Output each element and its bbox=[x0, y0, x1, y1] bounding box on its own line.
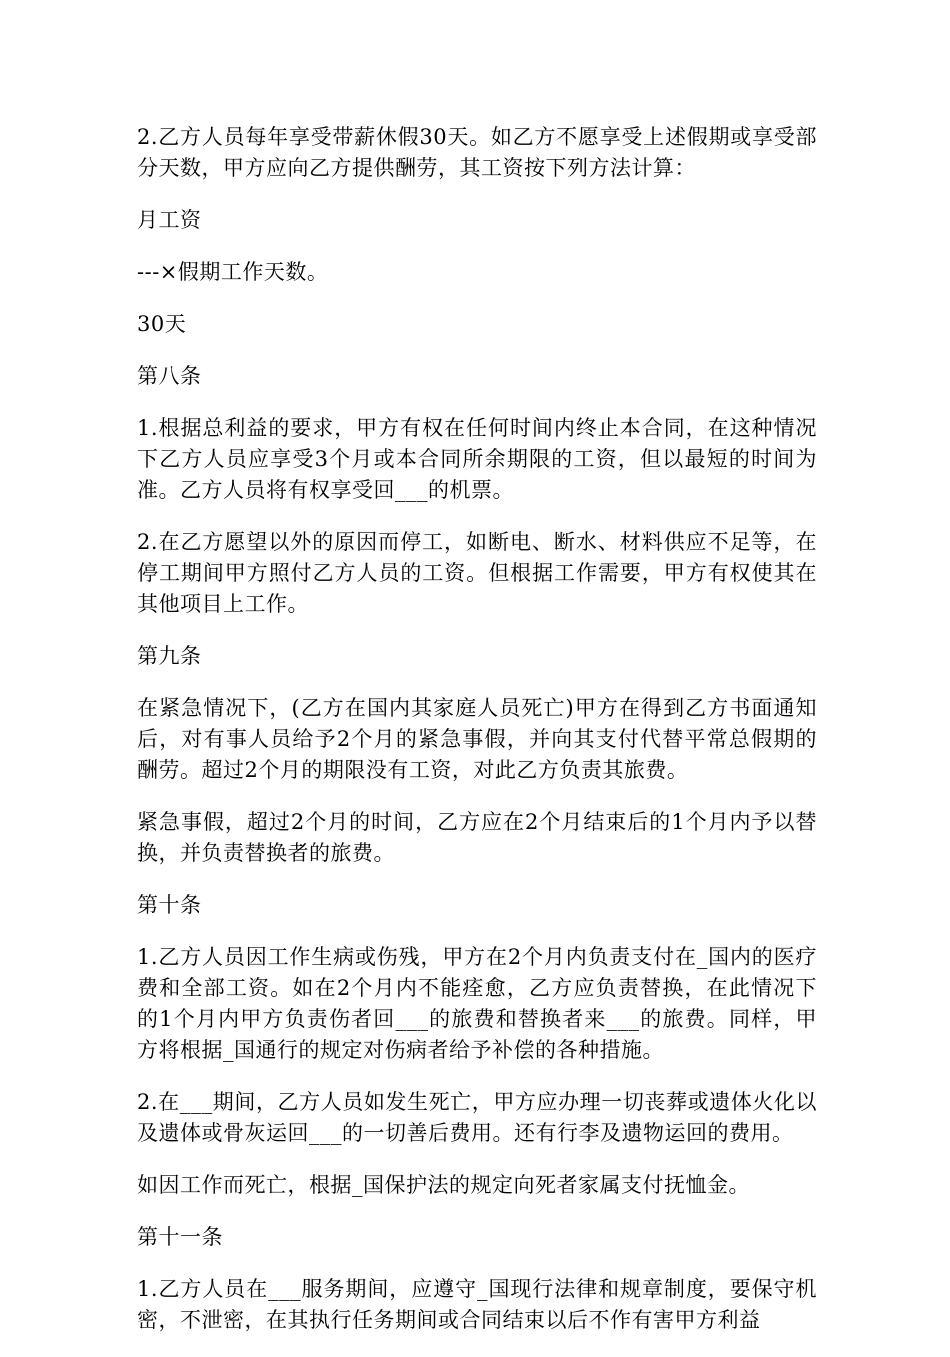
paragraph: ---×假期工作天数。 bbox=[137, 260, 329, 284]
paragraph: 2.乙方人员每年享受带薪休假30天。如乙方不愿享受上述假期或享受部分天数，甲方应向乙方提供酬劳，其工资按下列方法计算： bbox=[137, 125, 817, 180]
paragraph: 1.根据总利益的要求，甲方有权在任何时间内终止本合同，在这种情况下乙方人员应享受3个月或本合同所余期限的工资，但以最短的时间为准。乙方人员将有权享受回___的机票。 bbox=[137, 416, 817, 502]
paragraph: 1.乙方人员在___服务期间，应遵守_国现行法律和规章制度，要保守机密，不泄密，在其执行任务期间或合同结束以后不作有害甲方利益 bbox=[137, 1277, 817, 1332]
paragraph: 2.在乙方愿望以外的原因而停工，如断电、断水、材料供应不足等，在停工期间甲方照付乙方人员的工资。但根据工作需要，甲方有权使其在其他项目上工作。 bbox=[137, 530, 817, 616]
paragraph: 30天 bbox=[137, 312, 187, 336]
paragraph: 在紧急情况下，(乙方在国内其家庭人员死亡)甲方在得到乙方书面通知后，对有事人员给予2个月的紧急事假，并向其支付代替平常总假期的酬劳。超过2个月的期限没有工资，对此乙方负责其旅费。 bbox=[137, 696, 817, 782]
article-heading: 第九条 bbox=[137, 644, 202, 668]
paragraph: 月工资 bbox=[137, 208, 202, 232]
paragraph: 紧急事假，超过2个月的时间，乙方应在2个月结束后的1个月内予以替换，并负责替换者的旅费。 bbox=[137, 810, 817, 865]
paragraph: 1.乙方人员因工作生病或伤残，甲方在2个月内负责支付在_国内的医疗费和全部工资。如在2个月内不能痊愈，乙方应负责替换，在此情况下的1个月内甲方负责伤者回___的旅费和替换者来___的旅费。同样，甲方将根据_国通行的规定对伤病者给予补偿的各种措施。 bbox=[137, 945, 817, 1062]
article-heading: 第八条 bbox=[137, 364, 202, 388]
paragraph: 2.在___期间，乙方人员如发生死亡，甲方应办理一切丧葬或遗体火化以及遗体或骨灰运回___的一切善后费用。还有行李及遗物运回的费用。 bbox=[137, 1090, 817, 1145]
paragraph: 如因工作而死亡，根据_国保护法的规定向死者家属支付抚恤金。 bbox=[137, 1173, 750, 1197]
document-page bbox=[137, 122, 817, 1357]
article-heading: 第十一条 bbox=[137, 1225, 223, 1249]
article-heading: 第十条 bbox=[137, 893, 202, 917]
